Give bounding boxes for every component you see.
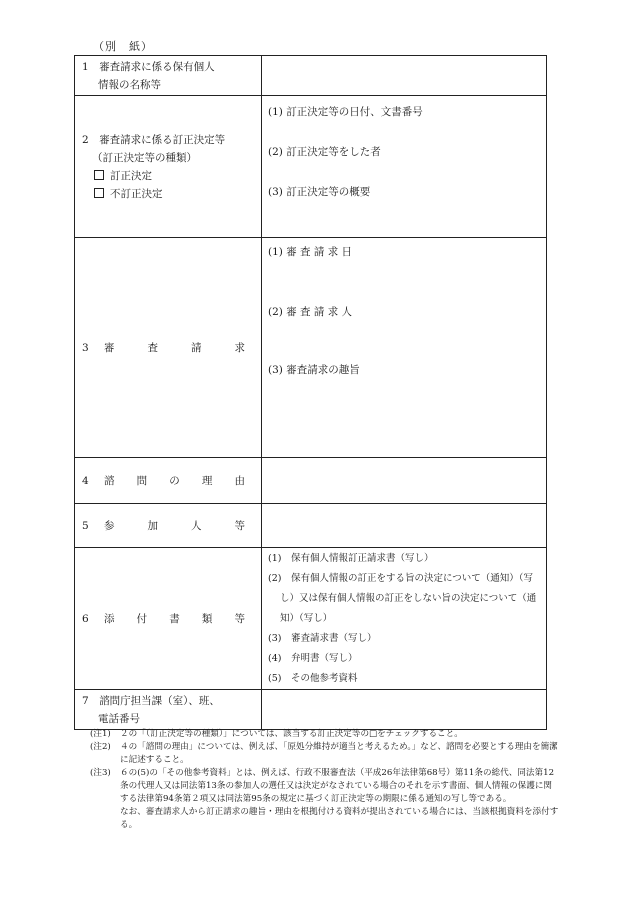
checkbox-non-correction[interactable]: [94, 188, 104, 198]
row7-label: 諮問庁担当課（室）、班、: [99, 694, 220, 707]
row7-value-cell[interactable]: [262, 690, 547, 730]
attachment-item: (5) その他参考資料: [268, 672, 358, 684]
note-2-text: ４の「諮問の理由」については、例えば、「原処分維持が適当と考えるため。」など、諮問を必要とする理由を簡潔に記述すること。: [120, 742, 558, 765]
option-correction[interactable]: [82, 167, 261, 185]
row7-number: 7: [82, 694, 89, 707]
row-consultation-reason: [75, 458, 547, 504]
row2-item-3: (3) 訂正決定等の概要: [268, 186, 371, 198]
note-3-text: ６の(5)の「その他参考資料」とは、例えば、行政不服審査法（平成26年法律第68号）第11条の総代、同法第12条の代理人又は同法第13条の参加人の選任又は決定がなされている場合のそれを示す書面、個人情報の保護に関する法律第94条第２項又は同法第95条の規定に基づく訂正決定等の期限に係る通知の写し等である。: [120, 768, 555, 804]
row-attachments: [75, 548, 547, 690]
row2-item-1: (1) 訂正決定等の日付、文書番号: [268, 106, 423, 118]
note-1-text: ２の「（訂正決定等の種類）」については、該当する訂正決定等の□をチェックすること。: [120, 729, 463, 739]
row1-label: 審査請求に係る保有個人: [99, 60, 215, 73]
attachment-item-cont: 知）（写し）: [280, 612, 333, 624]
row6-number: 6: [82, 612, 89, 625]
row5-number: 5: [82, 519, 89, 532]
row5-label: 参 加 人 等: [104, 520, 245, 532]
row2-item-2: (2) 訂正決定等をした者: [268, 146, 381, 158]
review-request-form-table: [74, 55, 547, 730]
row3-item-requester: (2) 審 査 請 求 人: [268, 306, 353, 318]
row3-item-request-date: (1) 審 査 請 求 日: [268, 246, 353, 258]
note-1-tag: (注1): [90, 729, 111, 739]
page-label: （別 紙）: [93, 40, 153, 53]
row-correction-decision: [75, 96, 547, 238]
option-non-correction-label: 不訂正決定: [110, 187, 163, 200]
option-correction-label: 訂正決定: [110, 169, 152, 182]
row1-number: 1: [82, 60, 89, 73]
row2-number: 2: [82, 133, 89, 146]
checkbox-correction[interactable]: [94, 170, 104, 180]
row-participants: [75, 504, 547, 548]
attachment-item: (1) 保有個人情報訂正請求書（写し）: [268, 552, 434, 564]
attachment-item: (3) 審査請求書（写し）: [268, 632, 377, 644]
row1-label-cont: 情報の名称等: [98, 78, 161, 91]
attachment-item: (2) 保有個人情報の訂正をする旨の決定について（通知）（写: [268, 572, 534, 584]
row3-item-purpose: (3) 審査請求の趣旨: [268, 364, 360, 376]
row7-label-cont: 電話番号: [98, 712, 140, 725]
row3-label: 審 査 請 求: [104, 342, 245, 354]
row1-value-cell[interactable]: [262, 56, 547, 96]
row4-number: 4: [82, 474, 89, 487]
row5-value-cell[interactable]: [262, 504, 547, 548]
option-non-correction[interactable]: [82, 185, 261, 203]
attachment-item: (4) 弁明書（写し）: [268, 652, 358, 664]
row-personal-info-name: [75, 56, 547, 96]
row2-label: 審査請求に係る訂正決定等: [99, 133, 226, 146]
attachments-list: [262, 548, 547, 690]
row6-label: 添 付 書 類 等: [104, 613, 245, 625]
row2-sublabel: （訂正決定等の種類）: [92, 151, 197, 164]
note-3-tag: (注3): [90, 768, 111, 778]
note-3-continuation: なお、審査請求人から訂正請求の趣旨・理由を根拠付ける資料が提出されている場合には、当該根拠資料を添付する。: [120, 807, 559, 830]
note-2: [90, 741, 560, 767]
row-review-request: [75, 238, 547, 458]
row3-number: 3: [82, 341, 89, 354]
note-3: [90, 767, 560, 806]
note-1: [90, 728, 560, 741]
note-2-tag: (注2): [90, 742, 111, 752]
row4-label: 諮 問 の 理 由: [104, 475, 245, 487]
row-contact-department: [75, 690, 547, 730]
notes-section: [90, 728, 560, 832]
row4-value-cell[interactable]: [262, 458, 547, 504]
attachment-item-cont: し）又は保有個人情報の訂正をしない旨の決定について（通: [280, 592, 537, 604]
